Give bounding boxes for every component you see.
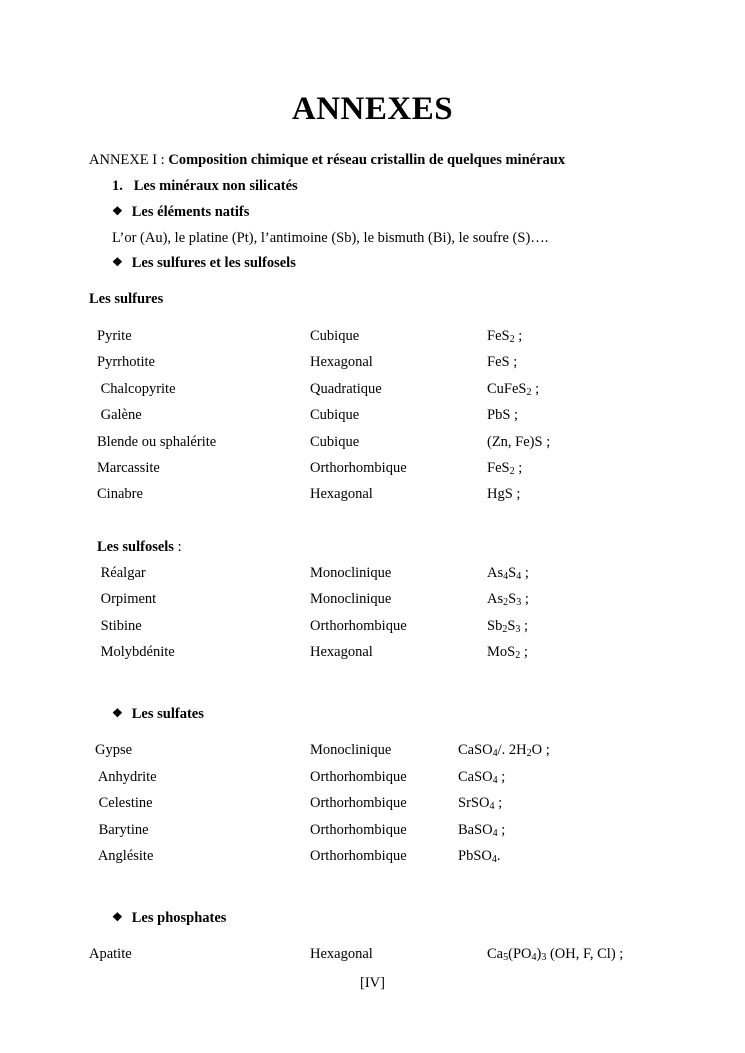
crystal-system: Orthorhombique [310, 460, 407, 476]
formula-subscript: 4 [516, 571, 522, 582]
chemical-formula: CuFeS$_2$ ; [487, 380, 540, 398]
mineral-name: Cinabre [97, 486, 143, 503]
chemical-formula: SrSO$_4$ ; [458, 795, 503, 812]
crystal-system: Orthorhombique [310, 795, 407, 811]
formula-subscript: 2 [502, 623, 508, 635]
mineral-name: Apatite [89, 946, 132, 962]
formula-subscript: 3 [541, 952, 547, 963]
page-number: [IV] [360, 975, 385, 991]
sulfures-sulfosels-heading-text: Les sulfures et les sulfosels [131, 255, 296, 271]
chemical-formula: (Zn, Fe)S ; [487, 433, 551, 450]
crystal-system: Quadratique [310, 380, 382, 397]
annexe-heading [89, 153, 565, 168]
natifs-heading [112, 205, 249, 220]
mineral-name: Anhydrite [95, 768, 157, 785]
sulfates-heading [112, 707, 204, 722]
crystal-system: Orthorhombique [310, 768, 407, 785]
chemical-formula: MoS$_2$ ; [487, 643, 528, 661]
mineral-name: Molybdénite [97, 643, 175, 660]
mineral-name: Marcassite [97, 460, 160, 476]
section-heading [112, 179, 298, 194]
crystal-system: Hexagonal [310, 354, 373, 371]
formula-subscript: 3 [515, 623, 521, 635]
diamond-bullet-icon: ❖ [112, 706, 123, 720]
chemical-formula: FeS ; [487, 354, 518, 371]
formula-subscript: 4 [503, 571, 509, 582]
chemical-formula: $Ca_5(PO_4)_3$ (OH, F, Cl) ; [487, 946, 624, 963]
mineral-name: Blende ou sphalérite [97, 433, 217, 450]
chemical-formula: CaSO$_4$ ; [458, 768, 506, 786]
chemical-formula: CaSO$_4$/. $2H_2O$ ; [458, 742, 550, 759]
annexe-title: Composition chimique et réseau cristallin de quelques minéraux [168, 152, 566, 168]
formula-subscript: 3 [516, 597, 522, 609]
mineral-name: Orpiment [97, 591, 157, 608]
chemical-formula: $As_4S_4$ ; [487, 565, 529, 582]
crystal-system: Orthorhombique [310, 617, 407, 634]
diamond-bullet-icon: ❖ [112, 204, 123, 218]
crystal-system: Cubique [310, 328, 360, 344]
chemical-formula: $Sb_2S_3$ ; [487, 617, 529, 635]
mineral-name: Stibine [97, 617, 142, 634]
section-title: Les minéraux non silicatés [133, 178, 298, 194]
formula-subscript: 2 [509, 466, 515, 477]
crystal-system: Orthorhombique [310, 848, 407, 864]
formula-subscript: 2 [509, 334, 515, 345]
mineral-name: Chalcopyrite [97, 380, 176, 397]
crystal-system: Orthorhombique [310, 821, 407, 838]
mineral-name: Pyrite [97, 328, 132, 344]
diamond-bullet-icon: ❖ [112, 255, 123, 269]
formula-subscript: 4 [531, 952, 537, 963]
mineral-name: Réalgar [97, 565, 146, 581]
mineral-name: Barytine [95, 821, 149, 838]
mineral-name: Celestine [95, 795, 153, 811]
sulfures-heading: Les sulfures [89, 291, 164, 307]
crystal-system: Monoclinique [310, 565, 392, 581]
crystal-system: Cubique [310, 433, 360, 450]
chemical-formula: HgS ; [487, 486, 521, 503]
crystal-system: Hexagonal [310, 486, 373, 503]
sulfates-heading-text: Les sulfates [131, 706, 204, 722]
sulfosels-heading-suffix: : [173, 539, 182, 555]
crystal-system: Cubique [310, 407, 360, 424]
crystal-system: Hexagonal [310, 643, 373, 660]
phosphates-heading-text: Les phosphates [131, 910, 227, 926]
chemical-formula: FeS$_2$ ; [487, 328, 523, 345]
mineral-name: Gypse [95, 742, 133, 758]
formula-subscript: 4 [492, 748, 498, 759]
natifs-text: L’or (Au), le platine (Pt), l’antimoine (Sb), le bismuth (Bi), le soufre (S)…. [112, 230, 549, 246]
formula-subscript: 2 [503, 597, 509, 609]
formula-subscript: 2 [515, 649, 521, 661]
formula-subscript: 2 [526, 748, 532, 759]
formula-subscript: 4 [492, 774, 498, 786]
chemical-formula: PbS ; [487, 407, 519, 424]
mineral-name: Anglésite [95, 848, 154, 864]
diamond-bullet-icon: ❖ [112, 910, 123, 924]
annexe-label: ANNEXE I : [89, 152, 169, 168]
sulfures-sulfosels-heading [112, 256, 296, 271]
page-title: ANNEXES [291, 91, 454, 127]
formula-subscript: 4 [491, 854, 497, 865]
formula-subscript: 4 [489, 801, 495, 812]
chemical-formula: $As_2S_3$ ; [487, 591, 529, 609]
sulfosels-heading-text: Les sulfosels [97, 539, 174, 555]
formula-subscript: 2 [526, 386, 532, 398]
sulfosels-heading [97, 540, 182, 555]
phosphates-heading [112, 911, 226, 926]
crystal-system: Monoclinique [310, 742, 392, 758]
chemical-formula: PbSO$_4$. [458, 848, 501, 865]
crystal-system: Monoclinique [310, 591, 392, 608]
chemical-formula: FeS$_2$ ; [487, 460, 523, 477]
mineral-name: Galène [97, 407, 142, 424]
natifs-heading-text: Les éléments natifs [131, 204, 250, 220]
formula-subscript: 4 [492, 827, 498, 839]
section-number: 1. [112, 178, 123, 194]
mineral-name: Pyrrhotite [97, 354, 155, 371]
chemical-formula: BaSO$_4$ ; [458, 821, 506, 839]
crystal-system: Hexagonal [310, 946, 373, 962]
formula-subscript: 5 [503, 952, 509, 963]
